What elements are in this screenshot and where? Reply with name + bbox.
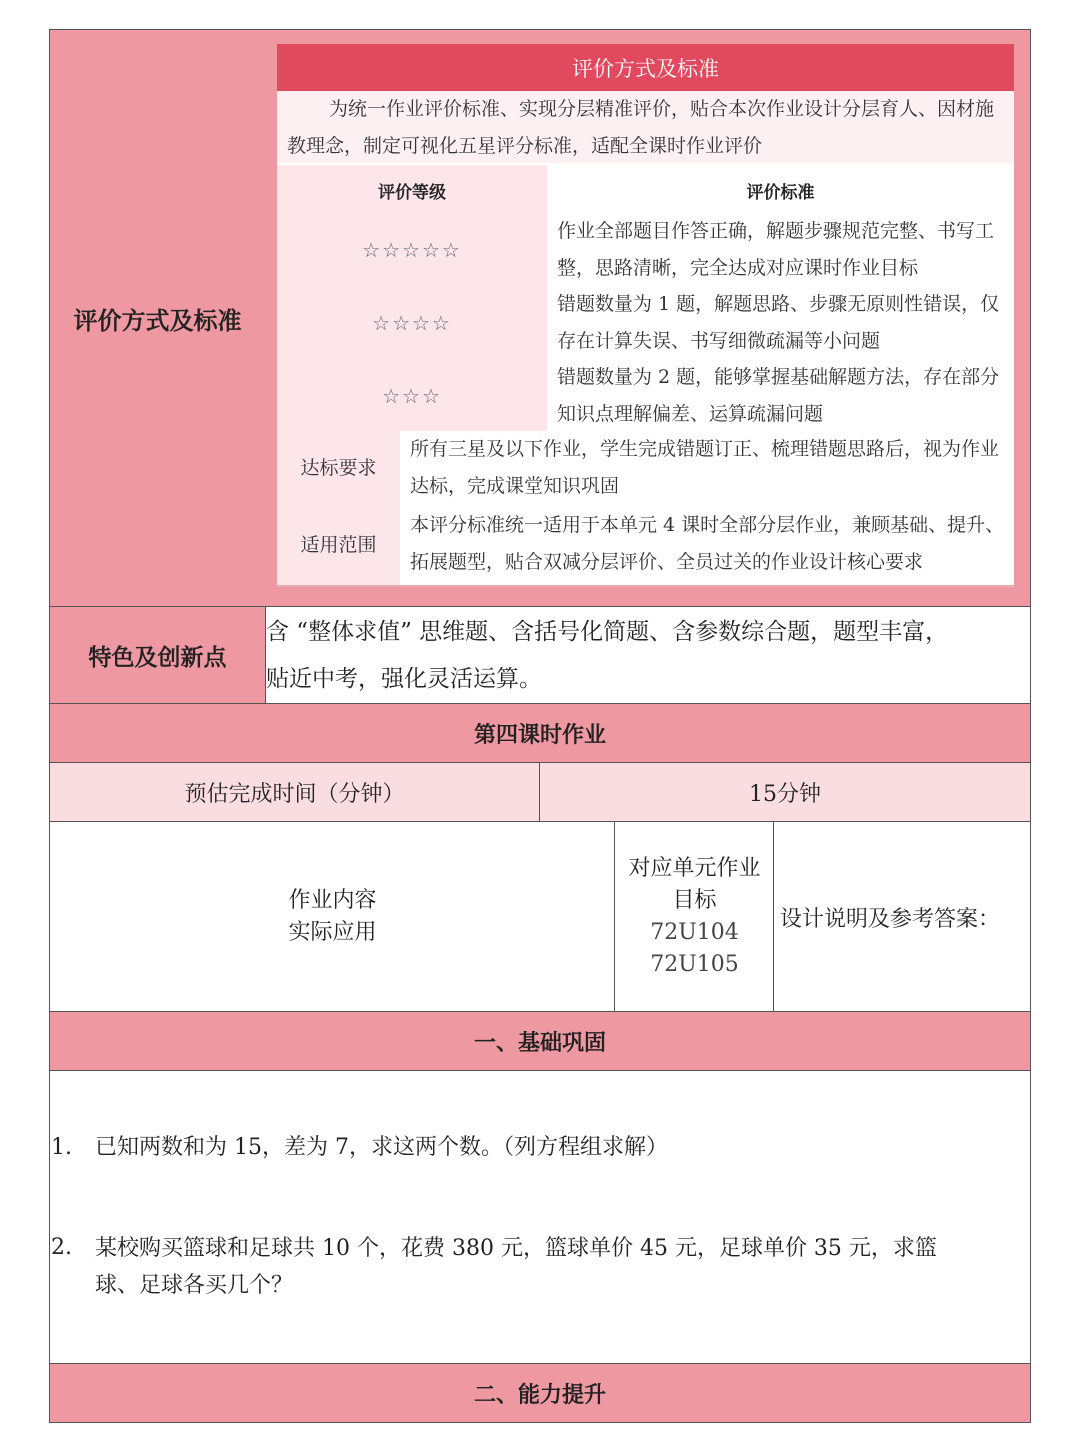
target-code-2: 72U105 [650,952,739,977]
time-label: 预估完成时间（分钟） [49,762,539,822]
scope-label: 适用范围 [300,533,377,556]
question-2-number: 2. [51,1235,72,1260]
stars-five: ☆☆☆☆☆ [362,238,462,262]
standard-three: 错题数量为 2 题，能够掌握基础解题方法，存在部分知识点理解偏差、运算疏漏问题 [557,366,1000,425]
evaluation-left-label: 评价方式及标准 [49,29,265,607]
features-line-2: 贴近中考，强化灵活运算。 [266,666,542,692]
design-label: 设计说明及参考答案： [773,821,1031,1012]
features-label: 特色及创新点 [49,606,265,704]
evaluation-intro: 为统一作业评价标准、实现分层精准评价，贴合本次作业设计分层育人、因材施教理念，制定可视化五星评分标准，适配全课时作业评价 [277,91,1014,163]
card-bottom-divider [277,585,1014,587]
target-cell: 对应单元作业 目标 72U104 72U105 [614,821,774,1012]
time-value: 15分钟 [539,762,1031,822]
question-1-number: 1. [51,1135,72,1160]
standard-five: 作业全部题目作答正确，解题步骤规范完整、书写工整，思路清晰，完全达成对应课时作业目标 [557,220,995,279]
content-label: 作业内容 实际应用 [49,821,615,1012]
features-line-1: 含 “整体求值” 思维题、含括号化简题、含参数综合题，题型丰富， [266,619,949,645]
stars-three: ☆☆☆ [382,384,442,408]
section2-title: 二、能力提升 [49,1363,1031,1423]
col-header-standard: 评价标准 [746,182,815,203]
question-1-text: 已知两数和为 15，差为 7，求这两个数。（列方程组求解） [95,1135,668,1160]
section1-body [49,1070,1031,1364]
standard-four: 错题数量为 1 题，解题思路、步骤无原则性错误，仅存在计算失误、书写细微疏漏等小问题 [557,293,1000,352]
pass-text: 所有三星及以下作业，学生完成错题订正、梳理错题思路后，视为作业达标，完成课堂知识巩固 [410,438,1000,497]
target-code-1: 72U104 [650,920,739,945]
stars-four: ☆☆☆☆ [372,311,452,335]
evaluation-banner: 评价方式及标准 [277,44,1014,91]
lesson4-title: 第四课时作业 [49,703,1031,763]
question-2-text: 某校购买篮球和足球共 10 个，花费 380 元，篮球单价 45 元，足球单价 35 元，求篮 球、足球各买几个？ [95,1236,937,1298]
pass-label: 达标要求 [300,456,377,479]
section1-title: 一、基础巩固 [49,1011,1031,1071]
features-text [265,606,1031,704]
scope-text: 本评分标准统一适用于本单元 4 课时全部分层作业，兼顾基础、提升、拓展题型，贴合双减分层评价、全员过关的作业设计核心要求 [410,514,1005,573]
col-header-level: 评价等级 [378,182,446,203]
